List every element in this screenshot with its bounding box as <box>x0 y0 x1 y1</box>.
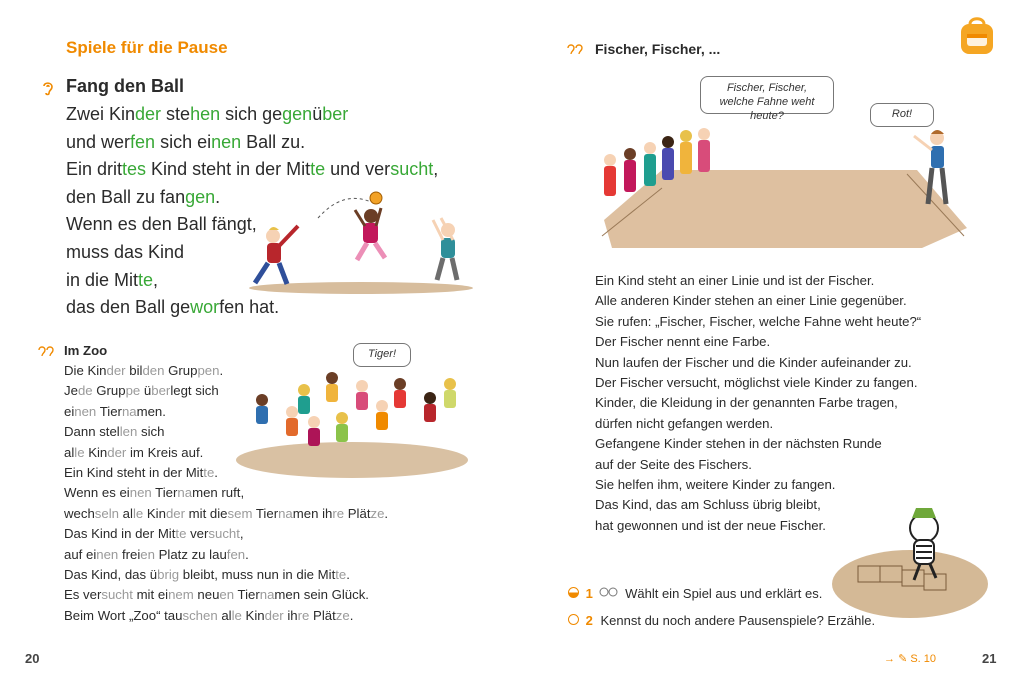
fang-line <box>66 156 438 184</box>
syllable: ü <box>140 383 152 399</box>
syllable: . <box>219 363 224 378</box>
syllable: Platz zu lau <box>154 546 227 562</box>
fang-title: Fang den Ball <box>66 76 185 96</box>
syllable: Tier <box>234 587 260 603</box>
fischer-line: dürfen nicht gefangen werden. <box>595 415 774 431</box>
pair-talk-icon <box>37 345 57 364</box>
syllable: Kin <box>241 607 265 623</box>
syllable: sich ge <box>220 104 283 124</box>
syllable: ü <box>312 104 323 124</box>
syllable: ih <box>283 607 298 623</box>
syllable: en <box>140 546 155 562</box>
syllable: al <box>217 607 232 623</box>
hopscotch-illustration <box>828 500 988 628</box>
syllable: en <box>219 587 235 603</box>
syllable: auf ei <box>64 546 97 562</box>
syllable: de <box>77 383 93 399</box>
fischer-title: Fischer, Fischer, ... <box>595 41 721 57</box>
syllable: Tier <box>96 403 122 419</box>
syllable: nem <box>168 587 194 603</box>
zoo-speech-bubble: Tiger! <box>353 343 411 367</box>
syllable: seln <box>94 505 119 521</box>
syllable: ste <box>161 104 191 124</box>
syllable: sich <box>137 424 165 440</box>
syllable: te <box>203 465 215 481</box>
task-2 <box>568 612 875 630</box>
syllable: und ver <box>325 159 391 180</box>
syllable: men ruft, <box>192 485 245 501</box>
syllable: mit ei <box>132 587 169 603</box>
pair-talk-icon <box>599 586 623 601</box>
syllable: le <box>132 505 144 521</box>
backpack-icon <box>955 14 999 58</box>
syllable: . <box>346 567 350 583</box>
fang-line <box>66 129 438 157</box>
zoo-line <box>64 585 388 605</box>
group-bubble-line-1: Fischer, Fischer, <box>726 82 808 94</box>
syllable: bil <box>125 363 143 378</box>
fischer-line: Gefangene Kinder stehen in der nächsten Runde <box>595 436 882 452</box>
syllable: legt sich <box>170 383 219 399</box>
syllable: mit die <box>185 505 228 521</box>
syllable: al <box>64 444 75 460</box>
fischer-line: Sie helfen ihm, weitere Kinder zu fangen. <box>595 477 836 493</box>
task-2-number: 2 <box>585 613 593 628</box>
syllable: ber <box>322 104 349 124</box>
syllable: ze <box>370 505 385 521</box>
child-thrower <box>255 226 298 284</box>
child-jumper <box>355 208 385 260</box>
syllable: den <box>142 363 165 378</box>
syllable: Ein Kind steht in der Mit <box>64 465 204 481</box>
syllable: sich ei <box>155 131 212 152</box>
syllable: te <box>175 526 187 542</box>
syllable: Grup <box>164 363 198 378</box>
syllable: pen <box>197 363 220 378</box>
section-title: Spiele für die Pause <box>66 38 228 57</box>
syllable: Ein drit <box>66 159 123 180</box>
ball-icon <box>370 192 382 204</box>
syllable: sucht <box>390 159 434 180</box>
fischer-line: Ein Kind steht an einer Linie und ist der Fischer. <box>595 273 875 288</box>
zoo-line <box>64 565 388 585</box>
syllable: wech <box>64 505 95 521</box>
syllable: te <box>310 159 326 180</box>
group-speech-bubble <box>700 76 834 122</box>
fischer-line: Das Kind, das am Schluss übrig bleibt, <box>595 497 821 513</box>
task-1 <box>568 585 822 603</box>
syllable: nen <box>129 485 152 501</box>
crossref[interactable] <box>884 652 936 665</box>
syllable: re <box>297 607 310 623</box>
zoo-line <box>64 483 388 503</box>
task-1-number: 1 <box>585 586 593 601</box>
syllable: der <box>107 444 127 460</box>
zoo-title: Im Zoo <box>64 343 108 358</box>
zoo-line <box>64 606 388 626</box>
syllable: , <box>153 269 159 290</box>
syllable: schen <box>182 607 218 623</box>
zoo-line <box>64 504 388 524</box>
syllable: fen <box>226 546 246 562</box>
fischer-line: Sie rufen: „Fischer, Fischer, welche Fahne weht heute?“ <box>595 313 922 329</box>
syllable: . <box>349 607 354 623</box>
syllable: pe <box>125 383 141 399</box>
syllable: sucht <box>101 587 133 603</box>
syllable: men. <box>136 403 166 419</box>
syllable: re <box>332 505 345 521</box>
syllable: men ih <box>292 505 333 521</box>
syllable: Kin <box>143 505 166 521</box>
syllable: Plät <box>309 607 336 623</box>
half-circle-icon <box>568 587 579 598</box>
syllable: Kin <box>84 444 108 460</box>
syllable: der <box>264 607 284 623</box>
arrow-right-icon: → <box>884 653 895 665</box>
syllable: im Kreis auf. <box>126 444 204 460</box>
syllable: der <box>165 505 185 521</box>
syllable: tes <box>122 159 147 180</box>
syllable: Je <box>64 383 78 399</box>
syllable: Ball zu. <box>241 131 306 152</box>
syllable: Das Kind, das ü <box>64 567 158 583</box>
syllable: na <box>121 403 137 419</box>
syllable: fen hat. <box>219 297 280 318</box>
syllable: sucht <box>208 526 240 542</box>
syllable: brig <box>157 567 180 583</box>
syllable: Wenn es den Ball fängt, <box>66 214 257 235</box>
syllable: Beim Wort „Zoo“ tau <box>64 607 183 623</box>
syllable: das den Ball ge <box>66 297 191 318</box>
fischer-line: auf der Seite des Fischers. <box>595 456 752 472</box>
task-1-text: Wählt ein Spiel aus und erklärt es. <box>625 586 823 601</box>
syllable: na <box>278 505 293 521</box>
syllable: neu <box>193 587 220 603</box>
syllable: te <box>335 567 347 583</box>
task-2-text: Kennst du noch andere Pausenspiele? Erzähle. <box>600 613 876 628</box>
fischer-line: Nun laufen der Fischer und die Kinder aufeinander zu. <box>595 354 912 370</box>
syllable: nen <box>74 403 97 419</box>
fischer-line: Kinder, die Kleidung in der genannten Farbe tragen, <box>595 395 898 411</box>
syllable: na <box>259 587 275 603</box>
child-catcher <box>433 218 457 280</box>
fang-illustration <box>243 188 478 300</box>
syllable: men sein Glück. <box>274 587 369 603</box>
zoo-illustration <box>232 362 470 480</box>
syllable: . <box>215 186 221 207</box>
syllable: den Ball zu fan <box>66 186 186 207</box>
syllable: der <box>135 104 162 124</box>
syllable: und wer <box>66 131 131 152</box>
syllable: , <box>433 159 439 180</box>
syllable: der <box>106 363 126 378</box>
zoo-line <box>64 524 388 544</box>
pencil-icon: ✎ <box>898 653 908 665</box>
syllable: le <box>231 607 242 623</box>
syllable: wor <box>190 297 220 318</box>
syllable: Dann stel <box>64 424 120 440</box>
syllable: ze <box>335 607 350 623</box>
syllable: te <box>138 269 154 290</box>
syllable: gen <box>185 186 216 207</box>
syllable: na <box>177 485 193 501</box>
page-number-left: 20 <box>25 651 40 666</box>
syllable: Tier <box>252 505 279 521</box>
empty-circle-icon <box>568 614 579 625</box>
syllable: fen <box>130 131 156 152</box>
syllable: al <box>119 505 133 521</box>
syllable: ei <box>64 403 75 419</box>
syllable: hen <box>190 104 221 124</box>
crossref-label: S. 10 <box>910 653 937 665</box>
fischer-line: Der Fischer versucht, möglichst viele Kinder zu fangen. <box>595 375 918 391</box>
pair-talk-icon <box>566 43 586 62</box>
fischer-illustration <box>592 108 977 253</box>
syllable: ber <box>151 383 171 399</box>
fischer-text <box>595 271 921 536</box>
syllable: gen <box>282 104 313 124</box>
syllable: Kind steht in der Mit <box>146 159 311 180</box>
syllable: bleibt, muss nun in die Mit <box>179 567 336 583</box>
page-number-right: 21 <box>982 651 997 666</box>
syllable: len <box>119 424 138 440</box>
children-circle <box>256 372 456 446</box>
syllable: , <box>239 526 244 542</box>
syllable: Zwei Kin <box>66 104 136 124</box>
ear-icon <box>41 80 55 99</box>
syllable: nen <box>96 546 119 562</box>
syllable: Es ver <box>64 587 102 603</box>
syllable: Tier <box>151 485 178 501</box>
syllable: Plät <box>344 505 371 521</box>
zoo-line <box>64 545 388 565</box>
syllable: Wenn es ei <box>64 485 130 501</box>
syllable: ver <box>186 526 209 542</box>
fischer-speech-bubble: Rot! <box>870 103 934 127</box>
syllable: . <box>245 546 249 562</box>
syllable: Die Kin <box>64 363 107 378</box>
fischer-line: hat gewonnen und ist der neue Fischer. <box>595 517 826 533</box>
fang-line <box>66 101 438 129</box>
group-bubble-line-2: welche Fahne weht heute? <box>719 96 815 122</box>
fischer-line: Der Fischer nennt eine Farbe. <box>595 334 771 350</box>
fischer-line: Alle anderen Kinder stehen an einer Linie gegenüber. <box>595 293 907 309</box>
syllable: Grup <box>92 383 126 399</box>
syllable: le <box>74 444 85 460</box>
syllable: Das Kind in der Mit <box>64 526 176 542</box>
syllable: muss das Kind <box>66 241 185 262</box>
syllable: nen <box>211 131 242 152</box>
syllable: sem <box>227 505 253 521</box>
syllable: . <box>384 505 389 521</box>
syllable: frei <box>118 546 141 562</box>
syllable: in die Mit <box>66 269 139 290</box>
syllable: . <box>214 465 218 481</box>
